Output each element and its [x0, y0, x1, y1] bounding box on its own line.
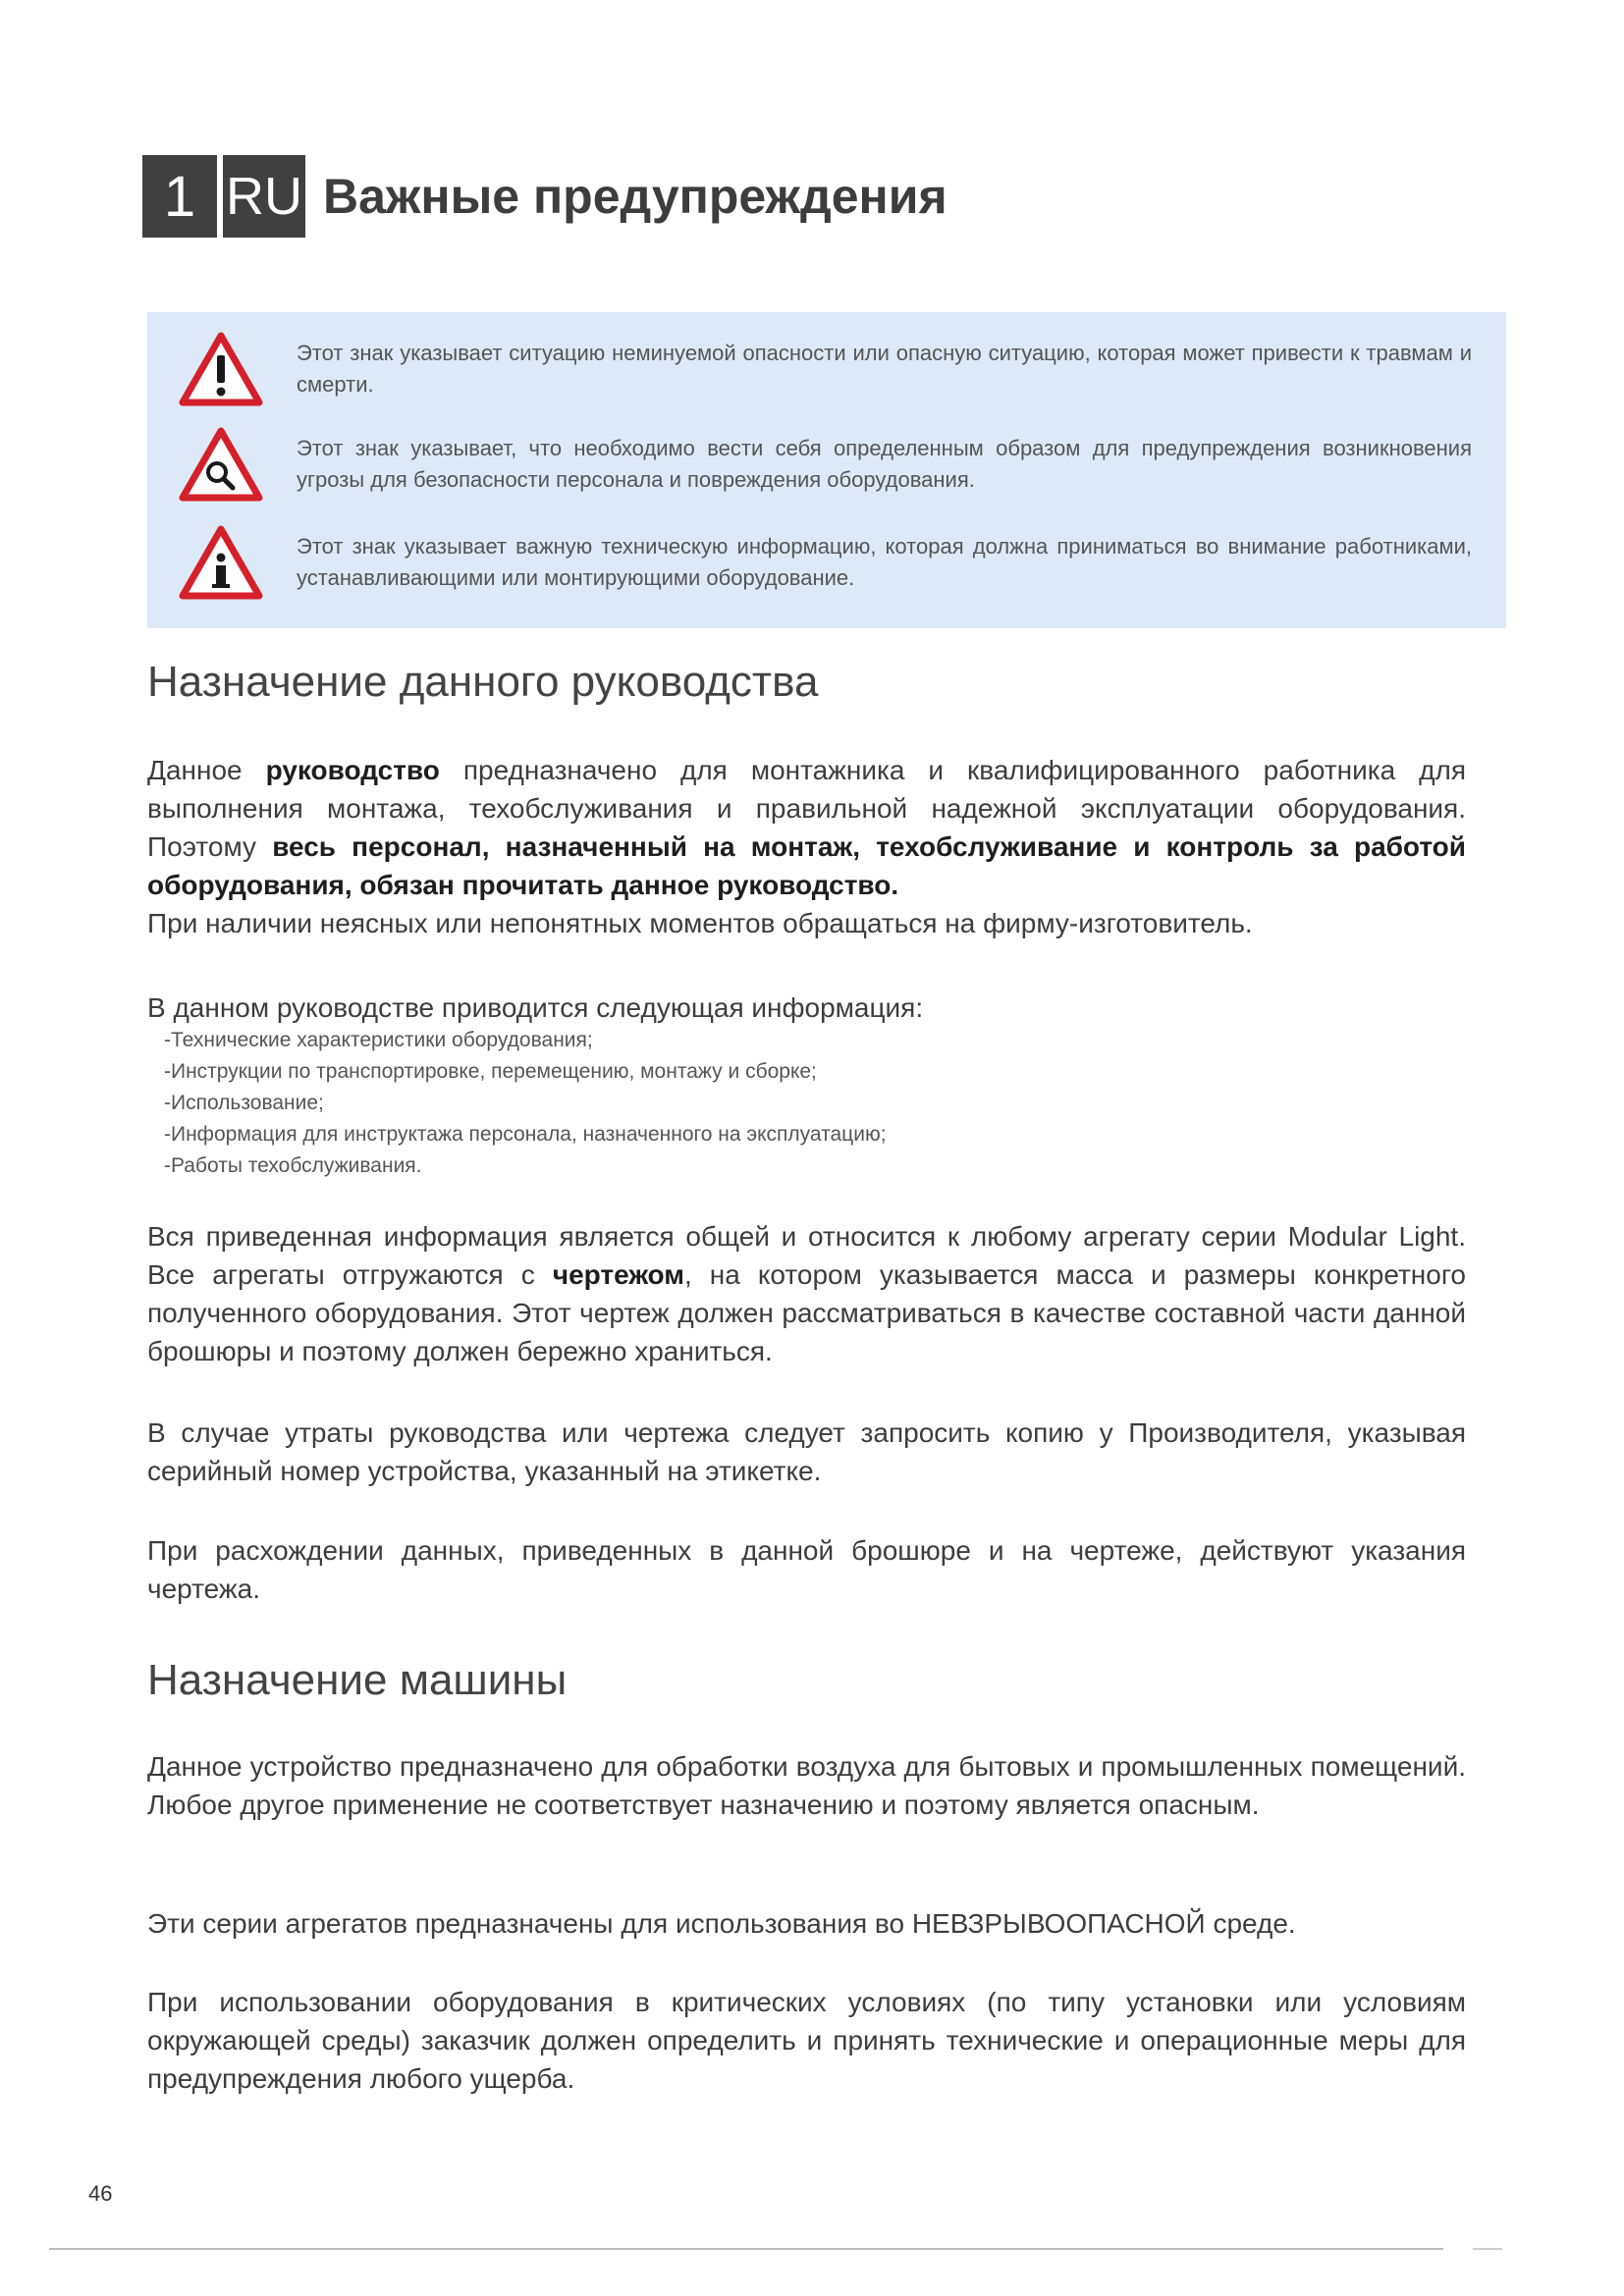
list-intro: В данном руководстве приводится следующая информация:: [147, 992, 924, 1023]
section-heading-manual-purpose: Назначение данного руководства: [147, 658, 819, 706]
text-run: При наличии неясных или непонятных моментов обращаться на фирму-изготовитель.: [147, 908, 1253, 938]
language-label: RU: [223, 155, 305, 238]
section-heading-machine-purpose: Назначение машины: [147, 1656, 568, 1704]
paragraph-lost-manual: В случае утраты руководства или чертежа следует запросить копию у Производителя, указывая серийный номер устройства, указанный на этикетке.: [147, 1417, 1466, 1486]
section-header: [142, 155, 947, 238]
footer-mark: [1473, 2248, 1502, 2250]
exclamation-warning-icon: [179, 332, 263, 406]
list-item: -Информация для инструктажа персонала, назначенного на эксплуатацию;: [164, 1123, 887, 1146]
text-run: , на котором указывается масса и размеры конкретного полученного оборудования. Этот чертеж должен рассматриваться в качестве составной части данной брошюры и поэтому должен бережно храниться.: [147, 1259, 1466, 1366]
page-title: Важные предупреждения: [323, 169, 947, 224]
list-item: -Использование;: [164, 1092, 324, 1114]
paragraph-discrepancy: При расхождении данных, приведенных в данной брошюре и на чертеже, действуют указания чертежа.: [147, 1535, 1466, 1604]
section-number: 1: [142, 155, 217, 238]
magnifier-warning-icon: [179, 427, 263, 502]
warning-item-danger: [147, 330, 1506, 408]
text-run: предназначено для монтажника и квалифицированного работника для выполнения монтажа, техобслуживания и правильной надежной эксплуатации оборудования. Поэтому: [147, 755, 1466, 862]
warning-text-caution: Этот знак указывает, что необходимо вести себя определенным образом для предупреждения возникновения угрозы для безопасности персонала и повреждения оборудования.: [297, 436, 1472, 492]
bold-text-run: руководство: [265, 755, 440, 785]
text-run: Данное: [147, 755, 266, 785]
warning-legend-box: [147, 312, 1506, 628]
warning-text-info: Этот знак указывает важную техническую информацию, которая должна приниматься во внимание работниками, устанавливающими или монтирующими оборудование.: [297, 534, 1472, 590]
paragraph-machine-use: Данное устройство предназначено для обработки воздуха для бытовых и промышленных помещений. Любое другое применение не соответствует назначению и поэтому является опасным.: [147, 1751, 1466, 1820]
list-item: -Инструкции по транспортировке, перемещению, монтажу и сборке;: [164, 1060, 817, 1083]
info-warning-icon: [179, 525, 263, 600]
paragraph-critical-conditions: При использовании оборудования в критических условиях (по типу установки или условиям окружающей среды) заказчик должен определить и принять технические и операционные меры для предупреждения любого ущерба.: [147, 1987, 1466, 2094]
text-run: Вся приведенная информация является общей и относится к любому агрегату серии Modular Light. Все агрегаты отгружаются с: [147, 1221, 1466, 1290]
footer-divider: [49, 2248, 1443, 2250]
paragraph-environment: Эти серии агрегатов предназначены для использования во НЕВЗРЫВООПАСНОЙ среде.: [147, 1908, 1296, 1939]
bold-text-run: весь персонал, назначенный на монтаж, техобслуживание и контроль за работой оборудования, обязан прочитать данное руководство.: [147, 831, 1467, 900]
bold-text-run: чертежом: [552, 1259, 684, 1290]
page-number: 46: [88, 2181, 113, 2206]
paragraph-general-info: [147, 1217, 1466, 1370]
warning-text-danger: Этот знак указывает ситуацию неминуемой опасности или опасную ситуацию, которая может привести к травмам и смерти.: [297, 341, 1472, 397]
list-item: -Работы техобслуживания.: [164, 1154, 422, 1177]
warning-item-caution: [147, 425, 1506, 504]
info-list: [164, 1025, 887, 1182]
paragraph-manual-intro: [147, 751, 1466, 942]
list-item: -Технические характеристики оборудования;: [164, 1029, 593, 1051]
warning-item-info: [147, 523, 1506, 602]
